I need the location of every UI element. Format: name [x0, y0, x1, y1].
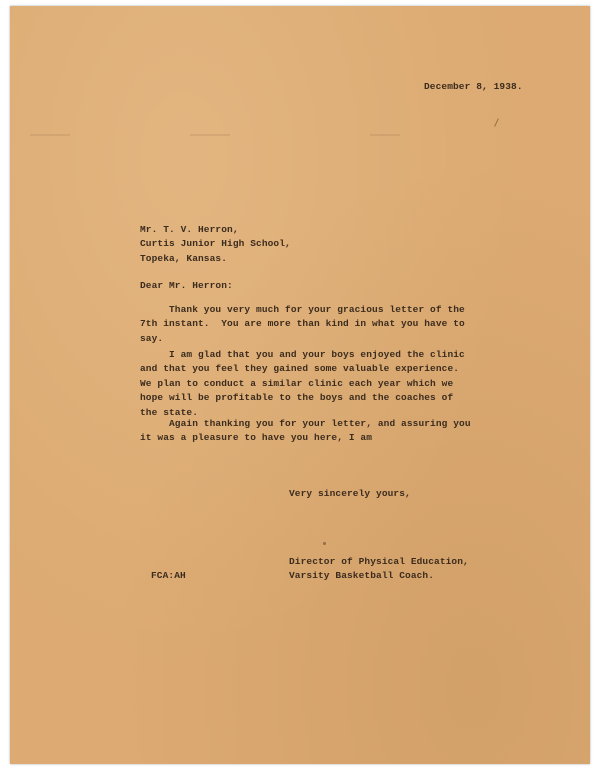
faint-mark	[370, 134, 400, 136]
paragraph-line: We plan to conduct a similar clinic each year which we	[140, 377, 454, 389]
paragraph-line: hope will be profitable to the boys and the coaches of	[140, 392, 454, 404]
complimentary-close: Very sincerely yours,	[289, 488, 411, 499]
signer-line: Director of Physical Education,	[289, 556, 469, 567]
address-line: Topeka, Kansas.	[140, 252, 228, 264]
paragraph-2	[140, 348, 465, 420]
salutation: Dear Mr. Herron:	[140, 280, 233, 291]
faint-mark	[190, 134, 230, 136]
pen-tick-mark	[494, 118, 499, 127]
address-line: Curtis Junior High School,	[140, 238, 291, 250]
paragraph-line: it was a pleasure to have you here, I am	[140, 432, 373, 444]
paragraph-line: say.	[140, 332, 164, 344]
faint-mark	[30, 134, 70, 136]
recipient-address	[140, 223, 291, 266]
paragraph-line: and that you feel they gained some valuable experience.	[140, 363, 460, 375]
paragraph-line: I am glad that you and your boys enjoyed the clinic	[140, 349, 465, 360]
paragraph-line: Again thanking you for your letter, and assuring you	[140, 418, 471, 429]
signer-title	[289, 555, 469, 584]
paragraph-3	[140, 417, 471, 446]
letter-date: December 8, 1938.	[424, 81, 523, 92]
paragraph-line: Thank you very much for your gracious letter of the	[140, 304, 465, 315]
paragraph-line: 7th instant. You are more than kind in what you have to	[140, 318, 465, 330]
address-line: Mr. T. V. Herron,	[140, 224, 239, 235]
ink-dot	[323, 542, 326, 545]
paragraph-line: the state.	[140, 406, 199, 418]
paragraph-1	[140, 303, 465, 346]
reference-initials: FCA:AH	[151, 570, 186, 581]
letter-page	[10, 6, 590, 764]
signer-line: Varsity Basketball Coach.	[289, 570, 435, 582]
